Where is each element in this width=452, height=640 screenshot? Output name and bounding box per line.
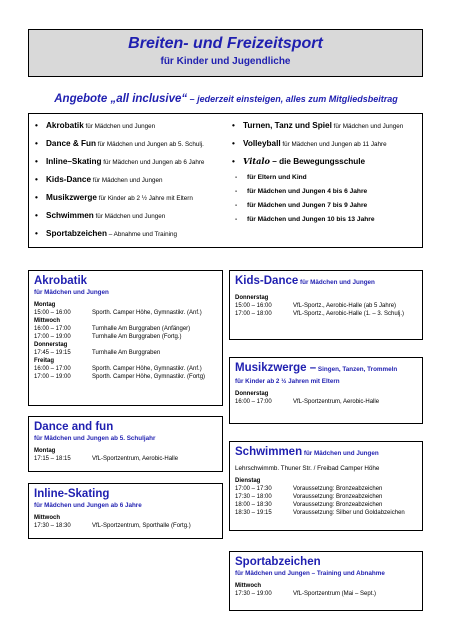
sub-list-item bbox=[229, 201, 419, 210]
schwimmen-location: Lehrschwimmb. Thuner Str. / Freibad Camper Höhe bbox=[235, 465, 380, 472]
list-item bbox=[229, 138, 419, 150]
place: Sporth. Camper Höhe, Gymnastikr. (Anf.) bbox=[92, 366, 202, 372]
schedule-row bbox=[34, 309, 217, 317]
sportabzeichen-sub: für Mädchen und Jungen – Training und Abnahme bbox=[235, 570, 385, 577]
akrobatik-title: Akrobatik bbox=[34, 275, 88, 287]
kidsdance-box bbox=[229, 270, 423, 340]
schedule-row bbox=[235, 398, 417, 406]
page-subtitle: für Kinder und Jugendliche bbox=[160, 56, 291, 67]
schedule-row bbox=[235, 509, 417, 517]
place: VfL-Sportzentrum, Aerobic-Halle bbox=[92, 456, 179, 462]
list-item bbox=[32, 210, 227, 222]
time: 17:45 – 19:15 bbox=[34, 350, 71, 356]
time: 18:00 – 18:30 bbox=[235, 502, 272, 508]
place: VfL-Sportz., Aerobic-Halle (ab 5 Jahre) bbox=[293, 303, 397, 309]
place: Voraussetzung: Silber und Goldabzeichen bbox=[293, 510, 405, 516]
day-label: Mittwoch bbox=[34, 515, 60, 521]
schedule-row bbox=[235, 485, 417, 493]
schedule-row bbox=[34, 455, 217, 463]
schedule-row bbox=[235, 590, 417, 598]
time: 17:00 – 19:00 bbox=[34, 374, 71, 380]
place: VfL-Sportz., Aerobic-Halle (1. – 3. Schulj.) bbox=[293, 311, 405, 317]
item-note: für Mädchen und Jungen bbox=[331, 123, 404, 130]
time: 15:00 – 16:00 bbox=[34, 310, 71, 316]
schedule bbox=[230, 473, 422, 519]
item-name: Sportabzeichen bbox=[46, 229, 107, 238]
place: Sporth. Camper Höhe, Gymnastikr. (Anf.) bbox=[92, 310, 202, 316]
sportabzeichen-title: Sportabzeichen bbox=[235, 556, 321, 568]
dash-icon: - bbox=[235, 216, 238, 223]
list-item bbox=[32, 138, 227, 150]
dance-sub: für Mädchen und Jungen ab 5. Schuljahr bbox=[34, 435, 156, 442]
schedule-row bbox=[34, 365, 217, 373]
item-name: Volleyball bbox=[243, 139, 281, 148]
item-name: Inline–Skating bbox=[46, 157, 102, 166]
time: 17:30 – 19:00 bbox=[235, 591, 272, 597]
dash-icon: - bbox=[235, 188, 238, 195]
schedule bbox=[230, 290, 422, 320]
musikzwerge-title bbox=[230, 358, 422, 377]
schedule-row bbox=[34, 373, 217, 381]
time: 17:15 – 18:15 bbox=[34, 456, 71, 462]
day-label: Donnerstag bbox=[34, 342, 68, 348]
sportabzeichen-box bbox=[229, 551, 423, 611]
musikzwerge-title-note: Singen, Tanzen, Trommeln bbox=[316, 366, 398, 373]
place: Sporth. Camper Höhe, Gymnastikr. (Fortg) bbox=[92, 374, 206, 380]
item-note: für Mädchen und Jungen ab 5. Schulj. bbox=[96, 141, 204, 148]
item-note: für Mädchen und Jungen bbox=[91, 177, 163, 184]
schedule bbox=[29, 443, 222, 465]
bullet-icon: • bbox=[232, 139, 235, 148]
place: Turnhalle Am Burggraben (Anfänger) bbox=[92, 326, 191, 332]
schedule-row bbox=[235, 493, 417, 501]
schwimmen-title bbox=[230, 442, 422, 461]
bullet-icon: • bbox=[35, 139, 38, 148]
place: Voraussetzung: Bronzeabzeichen bbox=[293, 494, 383, 500]
time: 17:00 – 18:00 bbox=[235, 311, 272, 317]
sub-item-text: für Eltern und Kind bbox=[247, 174, 307, 181]
day-label: Montag bbox=[34, 448, 56, 454]
list-item bbox=[229, 120, 419, 132]
vitalo-logo: Vitalo bbox=[243, 156, 270, 166]
bullet-icon: • bbox=[232, 121, 235, 130]
item-name: Akrobatik bbox=[46, 121, 84, 130]
place: Turnhalle Am Burggraben bbox=[92, 350, 161, 356]
offers-rest: – jederzeit einsteigen, alles zum Mitgliedsbeitrag bbox=[187, 94, 398, 104]
item-note: für Mädchen und Jungen bbox=[83, 123, 156, 130]
dance-title: Dance and fun bbox=[34, 421, 114, 433]
akrobatik-sub: für Mädchen und Jungen bbox=[34, 289, 109, 296]
time: 16:00 – 17:00 bbox=[235, 399, 272, 405]
sub-item-text: für Mädchen und Jungen 10 bis 13 Jahre bbox=[247, 216, 375, 223]
list-item bbox=[32, 192, 227, 204]
schedule bbox=[230, 386, 422, 408]
day-label: Montag bbox=[34, 302, 56, 308]
time: 18:30 – 19:15 bbox=[235, 510, 272, 516]
bullet-icon: • bbox=[232, 157, 235, 166]
item-name: Dance & Fun bbox=[46, 139, 97, 148]
akrobatik-box bbox=[28, 270, 223, 406]
dash-icon: - bbox=[235, 202, 238, 209]
bullet-icon: • bbox=[35, 175, 38, 184]
dash-icon: - bbox=[235, 174, 238, 181]
time: 17:30 – 18:00 bbox=[235, 494, 272, 500]
place: VfL-Sportzentrum, Sporthalle (Fortg.) bbox=[92, 523, 191, 529]
schwimmen-title-text: Schwimmen bbox=[235, 446, 303, 458]
day-label: Freitag bbox=[34, 358, 55, 364]
sub-item-text: für Mädchen und Jungen 4 bis 6 Jahre bbox=[247, 188, 368, 195]
header-box bbox=[28, 29, 423, 77]
item-name: – die Bewegungsschule bbox=[269, 157, 366, 166]
list-item bbox=[32, 156, 227, 168]
item-name: Schwimmen bbox=[46, 211, 94, 220]
inline-box bbox=[28, 483, 223, 539]
sub-list-item bbox=[229, 173, 419, 182]
item-name: Kids-Dance bbox=[46, 175, 92, 184]
kidsdance-title bbox=[230, 271, 422, 290]
musikzwerge-title-text: Musikzwerge – bbox=[235, 362, 317, 374]
bullet-icon: • bbox=[35, 157, 38, 166]
overview-left-column bbox=[32, 120, 227, 246]
offers-main: Angebote „all inclusive“ bbox=[54, 93, 188, 105]
day-label: Mittwoch bbox=[34, 318, 60, 324]
musikzwerge-sub: für Kinder ab 2 ½ Jahren mit Eltern bbox=[235, 378, 340, 385]
time: 15:00 – 16:00 bbox=[235, 303, 272, 309]
list-item bbox=[32, 120, 227, 132]
schedule-row bbox=[235, 310, 417, 318]
schedule bbox=[29, 510, 222, 532]
item-name: Turnen, Tanz und Spiel bbox=[243, 121, 332, 130]
bullet-icon: • bbox=[35, 193, 38, 202]
item-note: für Mädchen und Jungen ab 6 Jahre bbox=[101, 159, 205, 166]
bullet-icon: • bbox=[35, 229, 38, 238]
kidsdance-title-text: Kids-Dance bbox=[235, 275, 299, 287]
item-note: für Mädchen und Jungen ab 11 Jahre bbox=[280, 141, 387, 148]
schedule-row bbox=[34, 325, 217, 333]
schwimmen-box bbox=[229, 441, 423, 531]
list-item bbox=[32, 228, 227, 240]
day-label: Donnerstag bbox=[235, 391, 269, 397]
musikzwerge-box bbox=[229, 357, 423, 424]
time: 17:00 – 19:00 bbox=[34, 334, 71, 340]
bullet-icon: • bbox=[35, 211, 38, 220]
place: VfL-Sportzentrum (Mai – Sept.) bbox=[293, 591, 377, 597]
sub-item-text: für Mädchen und Jungen 7 bis 9 Jahre bbox=[247, 202, 368, 209]
page-title: Breiten- und Freizeitsport bbox=[128, 35, 323, 52]
item-note: für Kinder ab 2 ½ Jahre mit Eltern bbox=[96, 195, 193, 202]
dance-box bbox=[28, 416, 223, 472]
item-name: Musikzwerge bbox=[46, 193, 97, 202]
overview-box bbox=[28, 113, 423, 248]
list-item bbox=[229, 156, 419, 167]
time: 16:00 – 17:00 bbox=[34, 366, 71, 372]
list-item bbox=[32, 174, 227, 186]
schedule-row bbox=[34, 333, 217, 341]
schedule bbox=[29, 297, 222, 383]
overview-right-column bbox=[229, 120, 419, 229]
bullet-icon: • bbox=[35, 121, 38, 130]
kidsdance-title-note: für Mädchen und Jungen bbox=[298, 279, 375, 286]
item-note: für Mädchen und Jungen bbox=[93, 213, 166, 220]
time: 16:00 – 17:00 bbox=[34, 326, 71, 332]
place: Turnhalle Am Burggraben (Fortg.) bbox=[92, 334, 182, 340]
place: Voraussetzung: Bronzeabzeichen bbox=[293, 502, 383, 508]
day-label: Mittwoch bbox=[235, 583, 261, 589]
schwimmen-title-note: für Mädchen und Jungen bbox=[302, 450, 379, 457]
place: VfL-Sportzentrum, Aerobic-Halle bbox=[293, 399, 380, 405]
schedule-row bbox=[235, 302, 417, 310]
schedule bbox=[230, 578, 422, 600]
time: 17:30 – 18:30 bbox=[34, 523, 71, 529]
sub-list-item bbox=[229, 187, 419, 196]
offers-line bbox=[0, 93, 452, 105]
place: Voraussetzung: Bronzeabzeichen bbox=[293, 486, 383, 492]
schedule-row bbox=[235, 501, 417, 509]
item-note: – Abnahme und Training bbox=[106, 231, 177, 238]
day-label: Dienstag bbox=[235, 478, 261, 484]
inline-title: Inline-Skating bbox=[34, 488, 110, 500]
sub-list-item bbox=[229, 215, 419, 224]
time: 17:00 – 17:30 bbox=[235, 486, 272, 492]
schedule-row bbox=[34, 522, 217, 530]
day-label: Donnerstag bbox=[235, 295, 269, 301]
inline-sub: für Mädchen und Jungen ab 6 Jahre bbox=[34, 502, 142, 509]
schedule-row bbox=[34, 349, 217, 357]
